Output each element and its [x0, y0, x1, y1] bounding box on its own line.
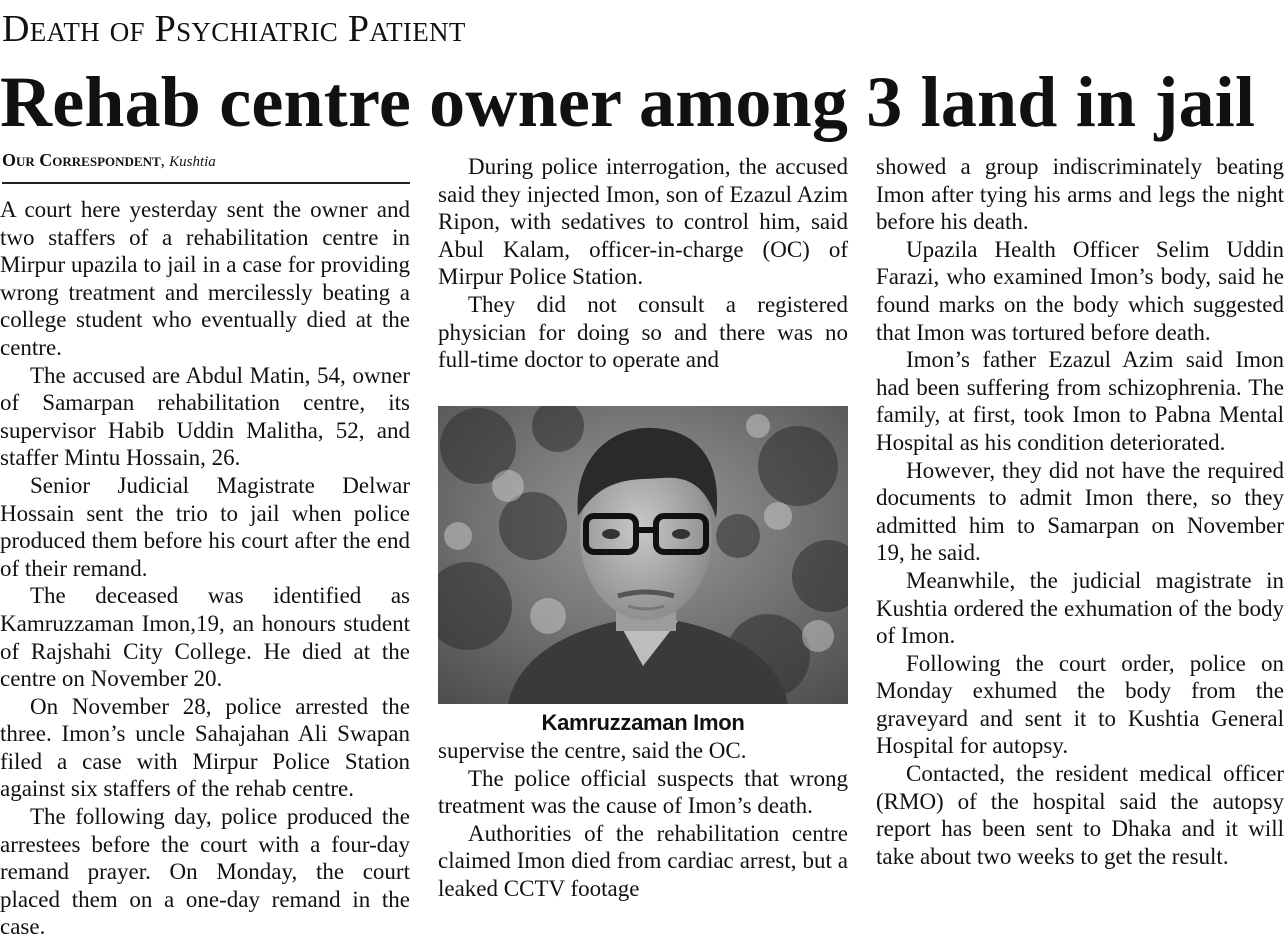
paragraph: Upazila Health Officer Selim Uddin Farazi, who examined Imon’s body, said he found marks on the body which suggested that Imon was tortured before death.	[876, 236, 1284, 345]
paragraph: They did not consult a registered physician for doing so and there was no full-time doctor to operate and	[438, 291, 848, 373]
paragraph: Contacted, the resident medical officer (RMO) of the hospital said the autopsy report has been sent to Dhaka and it will take about two weeks to get the result.	[876, 761, 1284, 869]
paragraph: The following day, police produced the arrestees before the court with a four-day remand prayer. On Monday, the court placed them on a one-day remand in the case.	[0, 804, 410, 940]
paragraph: A court here yesterday sent the owner and two staffers of a rehabilitation centre in Mirpur upazila to jail in a case for providing wrong treatment and mercilessly beating a college student who eventually died at the centre.	[0, 197, 410, 360]
paragraph: supervise the centre, said the OC.	[438, 738, 747, 763]
paragraph: Meanwhile, the judicial magistrate in Kushtia ordered the exhumation of the body of Imon.	[876, 567, 1284, 649]
byline-location: Kushtia	[169, 154, 216, 170]
kicker: Death of Psychiatric Patient	[2, 8, 466, 50]
paragraph: The deceased was identified as Kamruzzaman Imon,19, an honours student of Rajshahi City College. He died at the centre on November 20.	[0, 583, 410, 692]
article-column-2-bottom	[438, 737, 848, 903]
paragraph: The accused are Abdul Matin, 54, owner of Samarpan rehabilitation centre, its supervisor Habib Uddin Malitha, 52, and staffer Mintu Hossain, 26.	[0, 362, 410, 471]
photo-caption: Kamruzzaman Imon	[541, 710, 745, 735]
byline-name: Our Correspondent	[2, 150, 161, 170]
paragraph: showed a group indiscriminately beating Imon after tying his arms and legs the night before his death.	[876, 154, 1284, 235]
byline-separator: ,	[160, 151, 170, 170]
paragraph: Imon’s father Ezazul Azim said Imon had been suffering from schizophrenia. The family, at first, took Imon to Pabna Mental Hospital as his condition deteriorated.	[876, 347, 1284, 455]
article-column-2-top	[438, 153, 848, 374]
paragraph: However, they did not have the required documents to admit Imon there, so they admitted him to Samarpan on November 19, he said.	[876, 457, 1284, 566]
paragraph: Senior Judicial Magistrate Delwar Hossain sent the trio to jail when police produced them before his court after the end of their remand.	[0, 472, 410, 581]
portrait-photo	[438, 406, 848, 704]
paragraph: Authorities of the rehabilitation centre claimed Imon died from cardiac arrest, but a leaked CCTV footage	[438, 820, 848, 901]
paragraph: The police official suspects that wrong treatment was the cause of Imon’s death.	[438, 765, 848, 819]
paragraph: Following the court order, police on Monday exhumed the body from the graveyard and sent it to Kushtia General Hospital for autopsy.	[876, 650, 1284, 759]
paragraph: During police interrogation, the accused said they injected Imon, son of Ezazul Azim Ripon, with sedatives to control him, said Abul Kalam, officer-in-charge (OC) of Mirpur Police Station.	[438, 154, 848, 290]
article-column-1	[0, 196, 410, 941]
headline: Rehab centre owner among 3 land in jail	[0, 62, 1256, 142]
byline	[2, 148, 410, 184]
article-column-3	[876, 153, 1284, 870]
paragraph: On November 28, police arrested the three. Imon’s uncle Sahajahan Ali Swapan filed a case with Mirpur Police Station against six staffers of the rehab centre.	[0, 693, 410, 802]
